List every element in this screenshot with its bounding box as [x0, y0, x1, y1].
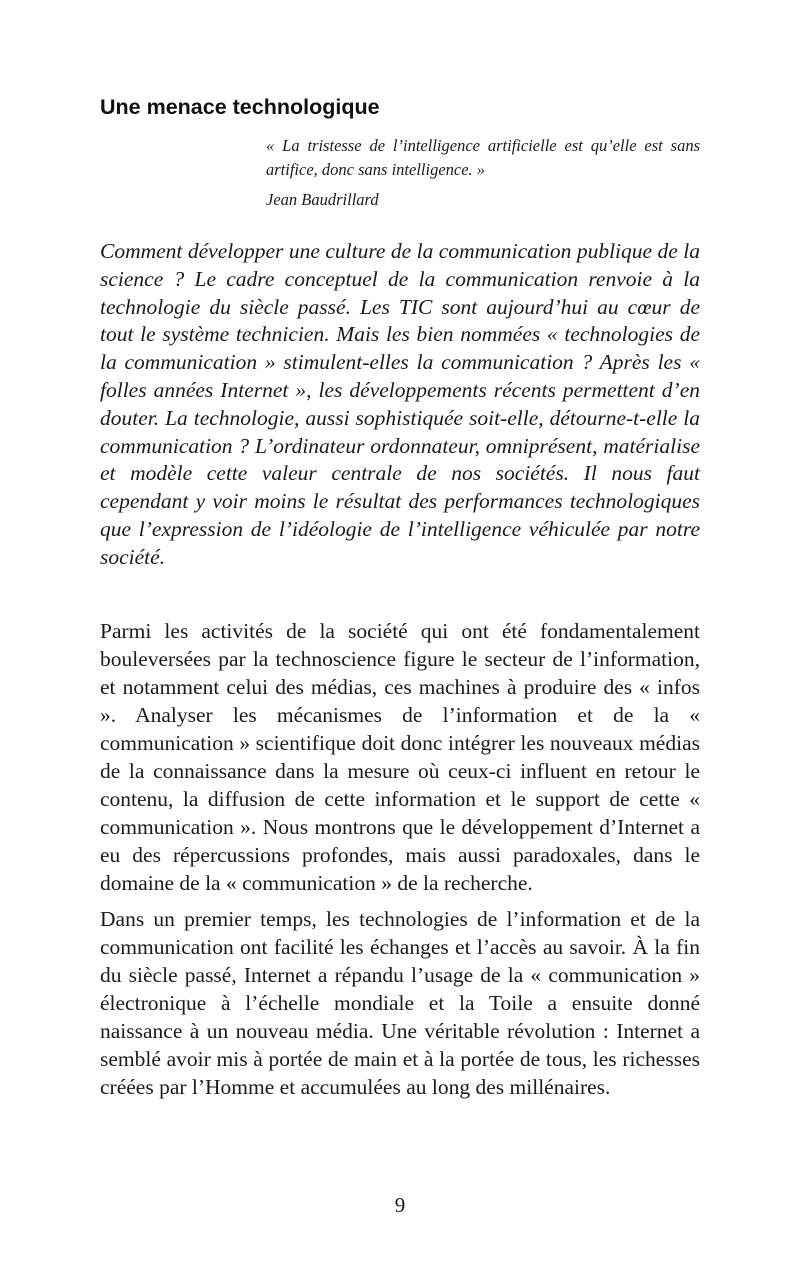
- body-paragraph-2: Dans un premier temps, les technologies de l’information et de la communication ont facilité les échanges et l’accès au savoir. À la fin du siècle passé, Internet a répandu l’usage de la « communication » électronique à l’échelle mondiale et la Toile a ensuite donné naissance à un nouveau média. Une véritable révolution : Internet a semblé avoir mis à portée de main et à la portée de tous, les richesses créées par l’Homme et accumulées au long des millénaires.: [100, 906, 700, 1099]
- page-number: 9: [394, 1193, 406, 1217]
- epigraph-author: Jean Baudrillard: [266, 190, 379, 209]
- epigraph: [266, 134, 700, 211]
- section-title: Une menace technologique: [100, 95, 380, 119]
- epigraph-quote: « La tristesse de l’intelligence artificielle est qu’elle est sans artifice, donc sans intelligence. »: [266, 136, 700, 179]
- chapter-abstract: Comment développer une culture de la communication publique de la science ? Le cadre conceptuel de la communication renvoie à la technologie du siècle passé. Les TIC sont aujourd’hui au cœur de tout le système technicien. Mais les bien nommées « technologies de la communication » stimulent-elles la communication ? Après les « folles années Internet », les développements récents permettent d’en douter. La technologie, aussi sophistiquée soit-elle, détourne-t-elle la communication ? L’ordinateur ordonnateur, omniprésent, matérialise et modèle cette valeur centrale de nos sociétés. Il nous faut cependant y voir moins le résultat des performances technologiques que l’expression de l’idéologie de l’intelligence véhiculée par notre société.: [100, 239, 700, 569]
- page-content: [100, 92, 700, 1101]
- body-paragraph-1: Parmi les activités de la société qui ont été fondamentalement bouleversées par la technoscience figure le secteur de l’information, et notamment celui des médias, ces machines à produire des « infos ». Analyser les mécanismes de l’information et de la « communication » scientifique doit donc intégrer les nouveaux médias de la connaissance dans la mesure où ceux-ci influent en retour le contenu, la diffusion de cette information et le support de cette « communication ». Nous montrons que le développement d’Internet a eu des répercussions profondes, mais aussi paradoxales, dans le domaine de la « communication » de la recherche.: [100, 618, 700, 895]
